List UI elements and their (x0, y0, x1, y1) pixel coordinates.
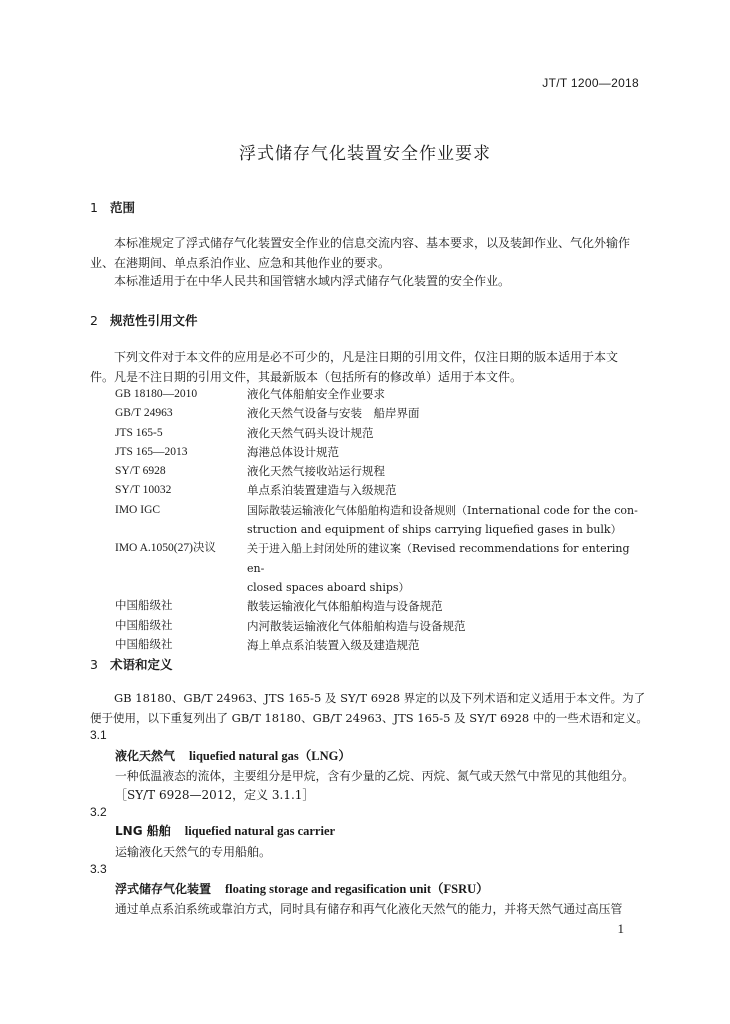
reference-title: 液化天然气码头设计规范 (247, 425, 374, 440)
term-english: liquefied natural gas carrier (184, 824, 336, 838)
reference-code: SY/T 6928 (115, 465, 166, 478)
reference-code: 中国船级社 (115, 600, 173, 613)
term-english: liquefied natural gas（LNG） (189, 749, 351, 763)
text-line: 下列文件对于本文件的应用是必不可少的，凡是注日期的引用文件，仅注日期的版本适用于本文 (114, 350, 619, 364)
reference-code: GB/T 24963 (115, 407, 173, 420)
reference-item (115, 404, 645, 423)
reference-item (115, 617, 645, 636)
reference-title: 国际散装运输液化气体船舶构造和设备规则（International code for the con- (247, 503, 638, 517)
text-line: 件。凡是不注日期的引用文件，其最新版本（包括所有的修改单）适用于本文件。 (90, 370, 523, 384)
reference-item (115, 385, 645, 404)
section-number: 2 (90, 313, 98, 328)
reference-code: JTS 165—2013 (115, 445, 188, 458)
reference-code: GB 18180—2010 (115, 388, 198, 400)
section-3-heading (90, 655, 173, 673)
reference-code: IMO IGC (115, 503, 161, 516)
reference-item (115, 424, 645, 443)
reference-item (115, 443, 645, 462)
reference-item (115, 539, 645, 578)
section-1-heading (90, 198, 135, 216)
page-title: 浮式储存气化装置安全作业要求 (239, 144, 491, 164)
section-2-heading (90, 311, 198, 329)
reference-code (115, 520, 247, 539)
reference-code: JTS 165-5 (115, 426, 163, 439)
term-3-2-definition: 运输液化天然气的专用船舶。 (115, 845, 272, 859)
reference-code: IMO A.1050(27)决议 (115, 542, 216, 555)
reference-title: 海港总体设计规范 (247, 444, 339, 459)
clause-number: 3.2 (90, 805, 107, 819)
standard-code: JT/T 1200—2018 (542, 76, 639, 90)
section-number: 1 (90, 200, 98, 215)
reference-item (115, 462, 645, 481)
section-2-paragraph-1 (90, 347, 642, 387)
text-line: GB 18180、GB/T 24963、JTS 165-5 及 SY/T 6928 界定的以及下列术语和定义适用于本文件。为了 (114, 691, 646, 705)
term-3-2 (115, 822, 335, 839)
reference-item (115, 597, 645, 616)
reference-code: SY/T 10032 (115, 484, 172, 497)
term-chinese: LNG 船舶 (115, 824, 171, 838)
reference-item-continued (115, 578, 645, 597)
section-3-paragraph-1 (90, 688, 648, 728)
reference-title: 液化天然气设备与安装 船岸界面 (247, 406, 420, 421)
section-1-paragraph-2: 本标准适用于在中华人民共和国管辖水域内浮式储存气化装置的安全作业。 (114, 274, 511, 288)
reference-title: struction and equipment of ships carrying liquefied gases in bulk） (247, 523, 622, 537)
normative-references-list (115, 385, 645, 655)
term-english: floating storage and regasification unit（FSRU） (225, 882, 489, 896)
reference-title: 液化天然气接收站运行规程 (247, 464, 385, 479)
section-1-paragraph-1 (90, 233, 642, 273)
term-3-1-definition: 一种低温液态的流体，主要组分是甲烷，含有少量的乙烷、丙烷、氮气或天然气中常见的其他组分。 (115, 769, 635, 783)
reference-item (115, 636, 645, 655)
text-line: 便于使用，以下重复列出了 GB/T 18180、GB/T 24963、JTS 165-5 及 SY/T 6928 中的一些术语和定义。 (90, 711, 648, 725)
section-number: 3 (90, 657, 98, 672)
section-title: 术语和定义 (110, 657, 173, 672)
text-line: 本标准规定了浮式储存气化装置安全作业的信息交流内容、基本要求，以及装卸作业、气化外输作 (114, 236, 631, 250)
reference-title: 内河散装运输液化气体船舶构造与设备规范 (247, 618, 466, 633)
reference-item-continued (115, 520, 645, 539)
term-chinese: 液化天然气 (115, 749, 176, 763)
term-3-3 (115, 879, 489, 897)
term-3-3-definition: 通过单点系泊系统或靠泊方式，同时具有储存和再气化液化天然气的能力，并将天然气通过高压管 (115, 902, 623, 916)
term-3-1 (115, 746, 351, 764)
reference-title: 关于进入船上封闭处所的建议案（Revised recommendations for entering en- (247, 542, 630, 575)
reference-title: 散装运输液化气体船舶构造与设备规范 (247, 599, 443, 614)
reference-code (115, 578, 247, 597)
text-line: 业、在港期间、单点系泊作业、应急和其他作业的要求。 (90, 256, 391, 270)
reference-title: closed spaces aboard ships） (247, 580, 410, 594)
reference-code: 中国船级社 (115, 619, 173, 632)
term-3-1-source: ［SY/T 6928—2012，定义 3.1.1］ (115, 788, 315, 802)
term-chinese: 浮式储存气化装置 (115, 882, 212, 896)
section-title: 规范性引用文件 (110, 313, 198, 328)
reference-title: 单点系泊装置建造与入级规范 (247, 483, 397, 498)
reference-title: 液化气体船舶安全作业要求 (247, 387, 385, 401)
page-number: 1 (617, 921, 624, 936)
section-title: 范围 (110, 200, 136, 215)
reference-title: 海上单点系泊装置入级及建造规范 (247, 637, 420, 652)
reference-item (115, 481, 645, 500)
reference-code: 中国船级社 (115, 638, 173, 651)
reference-item (115, 501, 645, 520)
clause-number: 3.3 (90, 862, 107, 876)
clause-number: 3.1 (90, 728, 107, 742)
